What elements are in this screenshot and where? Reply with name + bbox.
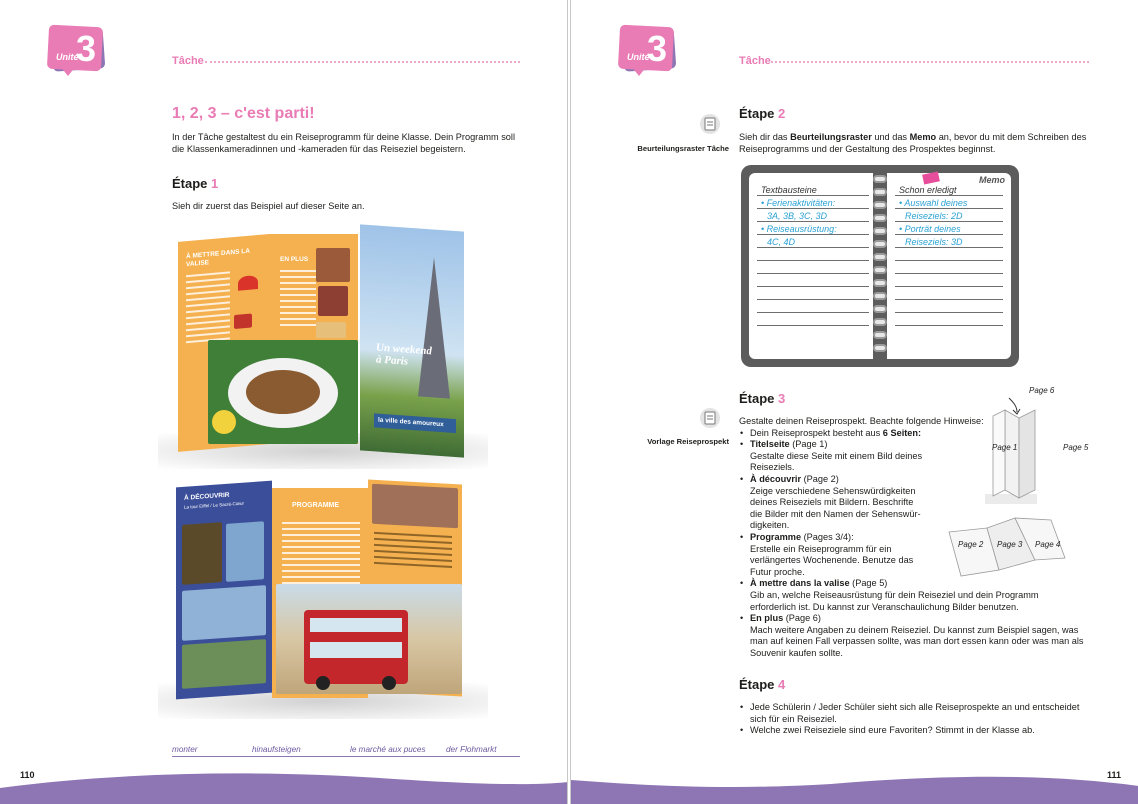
unit-word-right: Unité [627, 52, 650, 62]
garden-photo [182, 639, 266, 689]
memo-right-heading: Schon erledigt [899, 185, 957, 195]
header-dotted-rule-right [771, 61, 1089, 63]
list-item-line: Zeige verschiedene Sehenswürdigkeiten [750, 485, 916, 496]
list-item-line: Souvenir kaufen sollte. [750, 647, 843, 658]
eiffel-tower-photo [226, 521, 264, 582]
spiral-ring [873, 214, 887, 222]
fold-label-page5: Page 5 [1063, 443, 1089, 452]
etape-3-intro: Gestalte deinen Reiseprospekt. Beachte folgende Hinweise: [739, 416, 984, 426]
etape-4-heading: Étape 4 [739, 677, 786, 692]
unit-number: 3 [76, 28, 97, 69]
memo-left-heading: Textbausteine [761, 185, 817, 195]
memo-right-item: • Porträt deines [899, 224, 961, 234]
notebook-rule [757, 325, 869, 326]
list-item-line: Gib an, welche Reiseausrüstung für dein Reiseziel und dein Programm [750, 589, 1039, 600]
etape-2-heading: Étape 2 [739, 106, 786, 121]
list-item: • À découvrir (Page 2) Zeige verschiedene Sehenswürdigkeiten deines Reiseziels mit Bildern. Beschrifte die Bilder mit den Namen der Sehenswür- digkeiten. [739, 474, 1099, 532]
memo-right-item: • Auswahl deines [899, 198, 968, 208]
memo-left-item: 4C, 4D [767, 237, 796, 247]
memo-label: Memo [979, 175, 1006, 185]
notebook-rule [895, 299, 1003, 300]
fold-label-page3: Page 3 [997, 540, 1023, 549]
escargots-photo [208, 340, 358, 444]
list-item: • Titelseite (Page 1) Gestalte diese Seite mit einem Bild deines Reiseziels. [739, 439, 1099, 474]
list-item-line: Mach weitere Angaben zu deinem Reiseziel. Du kannst zum Beispiel sagen, was [750, 624, 1079, 635]
memo-left-item: • Reiseausrüstung: [761, 224, 837, 234]
notebook-rule [895, 208, 1003, 209]
notebook-rule [757, 260, 869, 261]
side-label-beurteilungsraster: Beurteilungsraster Tâche [637, 144, 729, 153]
vocab-2: hinaufsteigen [252, 745, 301, 754]
list-item-line: Reiseziels. [750, 462, 795, 473]
notebook-rule [895, 273, 1003, 274]
spiral-ring [873, 240, 887, 248]
spiral-ring [873, 344, 887, 352]
spiral-ring [873, 305, 887, 313]
right-page [570, 0, 1138, 804]
cover-tagline: la ville des amoureux [378, 416, 444, 429]
footer-wave-right [571, 768, 1138, 804]
vocab-rule [172, 756, 520, 757]
unit-badge-right [619, 26, 679, 76]
unit-number-right: 3 [647, 28, 668, 69]
etape-1-text: Sieh dir zuerst das Beispiel auf dieser Seite an. [172, 201, 365, 211]
left-page [0, 0, 568, 804]
list-item-line: Futur proche. [750, 566, 805, 577]
notebook-rule [757, 286, 869, 287]
valise-title: À METTRE DANS LA VALISE [186, 247, 250, 269]
notebook-rule [895, 325, 1003, 326]
vocab-1: monter [172, 745, 198, 754]
footer-wave [0, 768, 568, 804]
brochure-example-1 [168, 228, 478, 463]
notebook-rule [895, 247, 1003, 248]
list-item: • Programme (Pages 3/4): Erstelle ein Reiseprogramm für ein verlängertes Wochenende. Benutze das Futur proche. [739, 532, 1099, 578]
intro-paragraph: In der Tâche gestaltest du ein Reiseprogramm für deine Klasse. Dein Programm soll die Klassenkameradinnen und -kameraden für das Reiseziel begeistern. [172, 132, 515, 154]
page-number-left: 110 [20, 770, 35, 780]
list-item-line: die Bilder mit den Namen der Sehenswür- [750, 508, 921, 519]
spiral-ring [873, 292, 887, 300]
brochure-cover-paris [360, 224, 464, 457]
memo-left-item: • Ferienaktivitäten: [761, 198, 836, 208]
decouvrir-subtitle: La tour Eiffel / Le Sacré-Cœur [184, 500, 244, 510]
brochure-example-2 [168, 478, 478, 718]
memo-right-item: Reiseziels: 2D [905, 211, 963, 221]
vocab-4: der Flohmarkt [446, 745, 497, 754]
notebook-rule [895, 195, 1003, 196]
list-item: • Welche zwei Reiseziele sind eure Favoriten? Stimmt in der Klasse ab. [739, 725, 1099, 737]
list-item-line: deines Reiseziels mit Bildern. Beschrifte [750, 497, 914, 508]
page-number-right: 111 [1107, 770, 1122, 780]
fold-label-page2: Page 2 [958, 540, 984, 549]
notebook-rule [895, 221, 1003, 222]
list-item-line: digkeiten. [750, 520, 790, 531]
notebook-rule [895, 312, 1003, 313]
brochure-panel-decouvrir [176, 481, 272, 700]
side-label-vorlage: Vorlage Reiseprospekt [647, 437, 729, 446]
section-header-right: Tâche [739, 55, 771, 67]
list-item-line: verlängertes Wochenende. Benutze das [750, 555, 914, 566]
header-dotted-rule [205, 61, 520, 63]
spiral-ring [873, 253, 887, 261]
notebook-rule [895, 260, 1003, 261]
decouvrir-title: À DÉCOUVRIR [184, 491, 230, 502]
list-item-line: erforderlich ist. Du kannst zur Veranschaulichung Bilder benutzen. [750, 601, 1019, 612]
notebook-rule [757, 299, 869, 300]
spiral-ring [873, 266, 887, 274]
notebook-rule [757, 195, 869, 196]
document-icon [699, 407, 721, 429]
etape-2-text: Sieh dir das Beurteilungsraster und das Memo an, bevor du mit dem Schreiben des Reiseprogramms und der Gestaltung des Prospektes beginnst. [739, 132, 1087, 154]
notebook-rule [757, 273, 869, 274]
vocab-3: le marché aux puces [350, 745, 426, 754]
list-item-line: Gestalte diese Seite mit einem Bild deines [750, 450, 923, 461]
spiral-ring [873, 175, 887, 183]
fold-label-page4: Page 4 [1035, 540, 1061, 549]
list-item: • À mettre dans la valise (Page 5) Gib an, welche Reiseausrüstung für dein Reiseziel und dein Programm erforderlich ist. Du kannst zur Veranschaulichung Bilder benutzen. [739, 578, 1099, 613]
umbrella-icon [238, 275, 258, 291]
page-title: 1, 2, 3 – c'est parti! [172, 105, 315, 122]
list-item-line: Erstelle ein Reiseprogramm für ein [750, 543, 892, 554]
section-header: Tâche [172, 55, 204, 67]
notebook-rule [895, 234, 1003, 235]
notebook-rule [757, 208, 869, 209]
list-item: • Dein Reiseprospekt besteht aus 6 Seiten: [739, 428, 1099, 440]
programme-title: PROGRAMME [292, 502, 340, 509]
spiral-ring [873, 279, 887, 287]
fold-label-page1: Page 1 [992, 443, 1018, 452]
etape-3-heading: Étape 3 [739, 391, 786, 406]
spiral-ring [873, 188, 887, 196]
brochure-fold-diagram [939, 380, 1109, 580]
etape-4-list [739, 702, 1099, 737]
enplus-title: EN PLUS [280, 256, 309, 263]
spiral-ring [873, 331, 887, 339]
unit-word: Unité [56, 52, 79, 62]
memo-notebook [741, 165, 1019, 367]
notebook-rule [895, 286, 1003, 287]
notebook-rule [757, 312, 869, 313]
spiral-ring [873, 227, 887, 235]
unit-badge [48, 26, 108, 76]
mona-lisa-photo [182, 522, 222, 585]
memo-right-item: Reiseziels: 3D [905, 237, 963, 247]
spiral-ring [873, 318, 887, 326]
fold-label-page6: Page 6 [1029, 386, 1055, 395]
list-item: • Jede Schülerin / Jeder Schüler sieht sich alle Reiseprospekte an und entscheidet sich für ein Reiseziel. [739, 702, 1099, 725]
etape-1-heading: Étape 1 [172, 176, 219, 191]
tour-bus-photo [276, 584, 462, 694]
list-item-line: man auf keinen Fall verpassen sollte, was man dort essen kann oder was man als [750, 636, 1084, 647]
list-item: • En plus (Page 6) Mach weitere Angaben zu deinem Reiseziel. Du kannst zum Beispiel sagen, was man auf keinen Fall verpassen sollte, was man dort essen kann oder was man als Souvenir kaufen sollte. [739, 613, 1099, 659]
sacre-coeur-photo [182, 585, 266, 641]
document-icon [699, 113, 721, 135]
notebook-rule [757, 247, 869, 248]
cover-title: Un weekend à Paris [376, 341, 432, 368]
notebook-rule [757, 234, 869, 235]
memo-left-item: 3A, 3B, 3C, 3D [767, 211, 828, 221]
spiral-ring [873, 201, 887, 209]
notebook-rule [757, 221, 869, 222]
passport-icon [234, 313, 252, 329]
